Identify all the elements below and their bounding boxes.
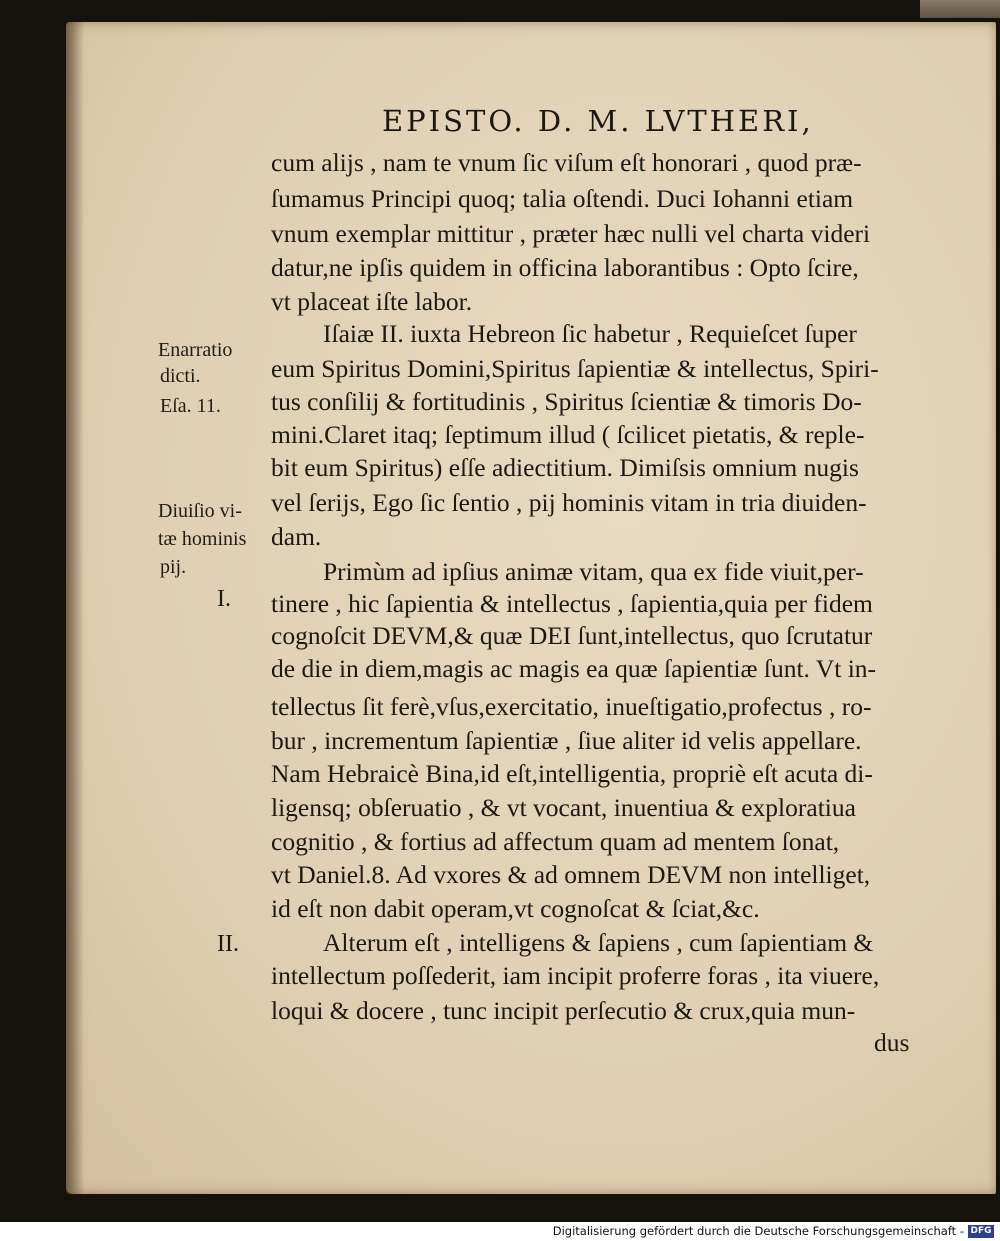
body-line-8: tus conſilij & fortitudinis , Spiritus ſcientiæ & timoris Do-	[271, 387, 862, 416]
margin-note-hominis: tæ hominis	[158, 528, 247, 550]
body-line-20: ligensq; obſeruatio , & vt vocant, inuentiua & exploratiua	[271, 793, 856, 822]
body-line-19: Nam Hebraicè Bina,id eſt,intelligentia, propriè eſt acuta di-	[271, 759, 873, 788]
catchword: dus	[874, 1028, 910, 1057]
margin-note-pij: pij.	[160, 556, 187, 578]
body-line-23: id eſt non dabit operam,vt cognoſcat & ſciat,&c.	[271, 894, 760, 923]
body-line-2: ſumamus Principi quoq; talia oſtendi. Duci Iohanni etiam	[271, 184, 854, 213]
body-line-14: tinere , hic ſapientia & intellectus , ſapientia,quia per fidem	[271, 589, 873, 618]
margin-note-dicti: dicti.	[160, 365, 201, 387]
body-line-21: cognitio , & fortius ad affectum quam ad mentem ſonat,	[271, 827, 840, 856]
dfg-logo-icon: DFG	[968, 1225, 994, 1238]
digitization-footer	[0, 1222, 1000, 1241]
section-numeral-1: I.	[217, 586, 231, 612]
body-line-17: tellectus ſit ferè,vſus,exercitatio, inueſtigatio,profectus , ro-	[271, 692, 872, 721]
body-line-1: cum alijs , nam te vnum ſic viſum eſt honorari , quod præ-	[271, 148, 862, 177]
margin-note-enarratio: Enarratio	[158, 339, 233, 361]
section-numeral-2: II.	[217, 931, 239, 957]
body-line-16: de die in diem,magis ac magis ea quæ ſapientiæ ſunt. Vt in-	[271, 654, 877, 683]
body-line-9: mini.Claret itaq; ſeptimum illud ( ſcilicet pietatis, & reple-	[271, 420, 865, 449]
body-line-25: intellectum poſſederit, iam incipit proferre foras , ita viuere,	[271, 961, 880, 990]
body-line-6: Iſaiæ II. iuxta Hebreon ſic habetur , Requieſcet ſuper	[323, 319, 857, 348]
body-line-24: Alterum eſt , intelligens & ſapiens , cum ſapientiam &	[323, 928, 874, 957]
body-line-18: bur , incrementum ſapientiæ , ſiue aliter id velis appellare.	[271, 726, 862, 755]
body-line-26: loqui & docere , tunc incipit perſecutio & crux,quia mun-	[271, 996, 856, 1025]
body-line-22: vt Daniel.8. Ad vxores & ad omnem DEVM non intelliget,	[271, 860, 871, 889]
body-line-3: vnum exemplar mittitur , præter hæc nulli vel charta videri	[271, 219, 871, 248]
footer-credit: Digitalisierung gefördert durch die Deutsche Forschungsgemeinschaft -	[552, 1224, 964, 1238]
binding-cloth	[920, 0, 1000, 18]
body-line-4: datur,ne ipſis quidem in officina laborantibus : Opto ſcire,	[271, 253, 859, 282]
body-line-12: dam.	[271, 522, 322, 551]
margin-note-diuisio: Diuiſio vi-	[158, 500, 242, 522]
body-line-13: Primùm ad ipſius animæ vitam, qua ex fide viuit,per-	[323, 557, 864, 586]
margin-note-esa: Eſa. 11.	[160, 395, 221, 417]
body-line-5: vt placeat iſte labor.	[271, 287, 473, 316]
page-gutter-shadow	[66, 22, 84, 1194]
running-title: EPISTO. D. M. LVTHERI,	[382, 104, 814, 138]
body-line-15: cognoſcit DEVM,& quæ DEI ſunt,intellectus, quo ſcrutatur	[271, 621, 873, 650]
body-line-11: vel ſerijs, Ego ſic ſentio , pij hominis vitam in tria diuiden-	[271, 488, 867, 517]
body-line-10: bit eum Spiritus) eſſe adiectitium. Dimiſsis omnium nugis	[271, 453, 859, 482]
body-line-7: eum Spiritus Domini,Spiritus ſapientiæ & intellectus, Spiri-	[271, 354, 879, 383]
